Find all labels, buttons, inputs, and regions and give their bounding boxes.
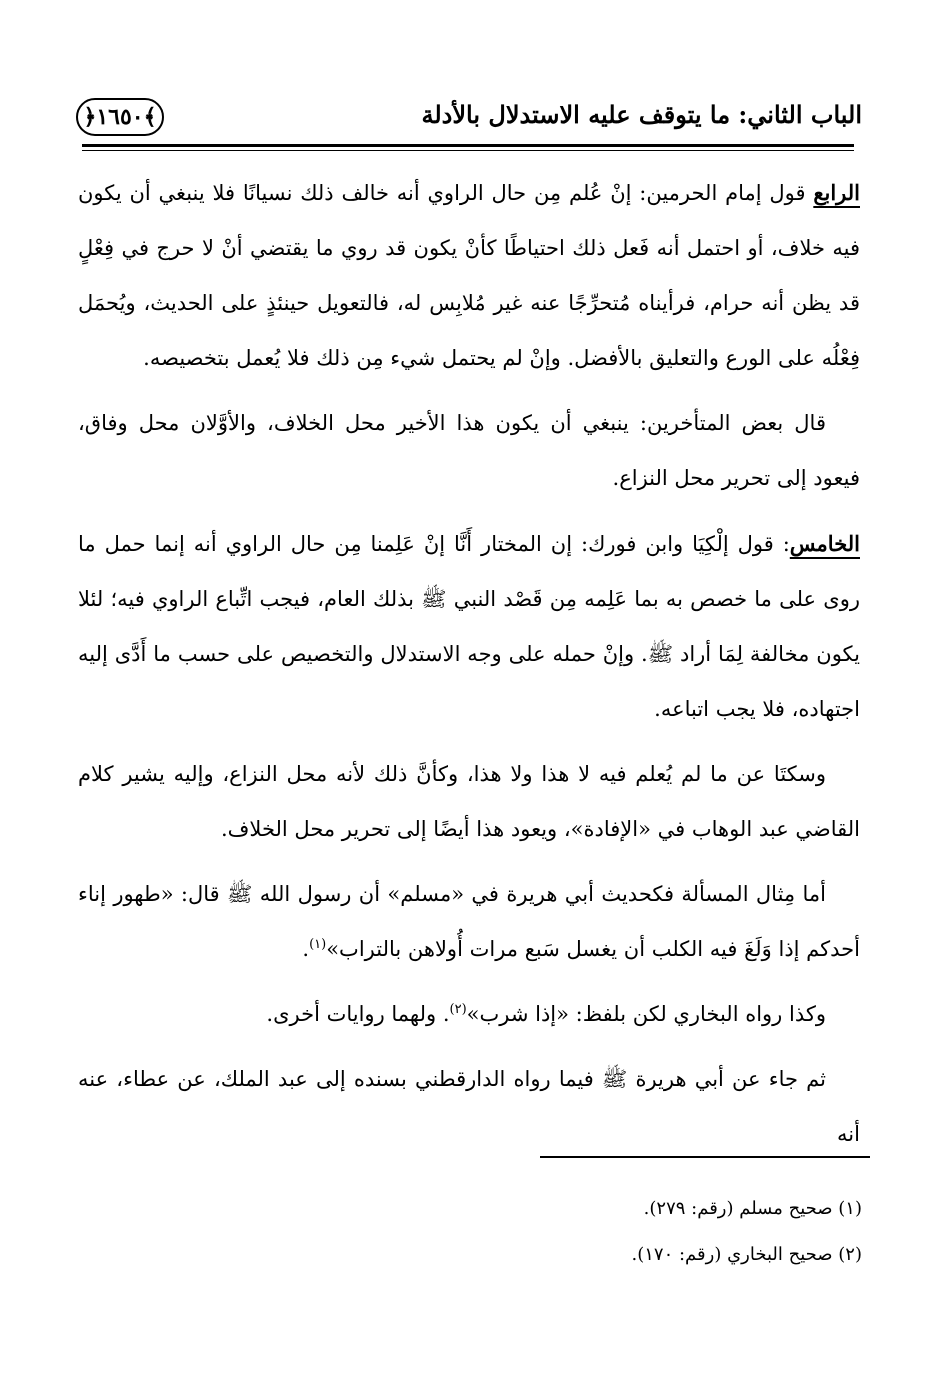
paragraph-bukhari <box>78 987 860 1042</box>
page-number: ﴿١٦٥٠﴾ <box>76 98 164 136</box>
paragraph-text: : قول إلْكِيَا وابن فورك: إن المختار أَنَّا إنْ عَلِمنا مِن حال الراوي أنه إنما حمل ما روى على ما خصص به بما عَلِمه مِن قَصْد النبي ﷺ بذلك العام، فيجب اتِّباع الراوي فيه؛ لئلا يكون مخالفة لِمَا أراد ﷺ. وإنْ حمله على وجه الاستدلال والتخصيص على حسب ما أَدَّى إليه اجتهاده، فلا يجب اتباعه. <box>78 532 860 721</box>
header-rule-thick <box>82 144 854 147</box>
header-rule-thin <box>82 150 854 151</box>
paragraph-text: وكذا رواه البخاري لكن بلفظ: «إذا شرب» <box>466 1002 826 1026</box>
footnote-marker-2: (٢) <box>449 1002 467 1017</box>
footnote-2: (٢) صحيح البخاري (رقم: ١٧٠). <box>631 1244 862 1265</box>
paragraph-daraqutni <box>78 1052 860 1162</box>
footnote-marker-1: (١) <box>309 937 327 952</box>
paragraph-silence <box>78 747 860 857</box>
paragraph-text: ثم جاء عن أبي هريرة ﷺ فيما رواه الدارقطني بسنده إلى عبد الملك، عن عطاء، عنه أنه <box>78 1067 860 1146</box>
paragraph-later-scholars <box>78 396 860 506</box>
paragraph-fifth <box>78 516 860 737</box>
running-header <box>70 96 862 142</box>
footnote-separator <box>540 1156 870 1158</box>
footnotes <box>80 1186 862 1278</box>
paragraph-text: وسكتَا عن ما لم يُعلم فيه لا هذا ولا هذا، وكأنَّ ذلك لأنه محل النزاع، وإليه يشير كلام القاضي عبد الوهاب في «الإفادة»، ويعود هذا أيضًا إلى تحرير محل الخلاف. <box>78 762 860 841</box>
paragraph-text: قول إمام الحرمين: إنْ عُلم مِن حال الراوي أنه خالف ذلك نسيانًا فلا ينبغي أن يكون فيه خلاف، أو احتمل أنه فَعل ذلك احتياطًا كأنْ يكون قد روي ما يقتضي أنْ لا حرج في فِعْلٍ قد يظن أنه حرام، فرأيناه مُتحرِّجًا عنه غير مُلابِس له، فالتعويل حينئذٍ على الحديث، ويُحمَل فِعْلُه على الورع والتعليق بالأفضل. وإنْ لم يحتمل شيء مِن ذلك فلا يُعمل بتخصيصه. <box>78 181 860 370</box>
chapter-title: الباب الثاني: ما يتوقف عليه الاستدلال بالأدلة <box>421 100 862 129</box>
paragraph-lead: الرابع <box>813 180 860 205</box>
paragraph-fourth <box>78 165 860 386</box>
footnote-1: (١) صحيح مسلم (رقم: ٢٧٩). <box>643 1198 862 1219</box>
paragraph-example <box>78 867 860 977</box>
paragraph-lead: الخامس <box>789 531 860 556</box>
paragraph-text: أما مِثال المسألة فكحديث أبي هريرة في «مسلم» أن رسول الله ﷺ قال: «طهور إناء أحدكم إذا وَلَغَ فيه الكلب أن يغسل سَبع مرات أُولاهن بالتراب» <box>78 882 860 961</box>
paragraph-text: قال بعض المتأخرين: ينبغي أن يكون هذا الأخير محل الخلاف، والأوَّلان محل وفاق، فيعود إلى تحرير محل النزاع. <box>78 411 860 490</box>
body-text <box>78 165 860 1172</box>
paragraph-tail: . ولهما روايات أخرى. <box>266 1002 450 1026</box>
paragraph-tail: . <box>302 937 310 961</box>
